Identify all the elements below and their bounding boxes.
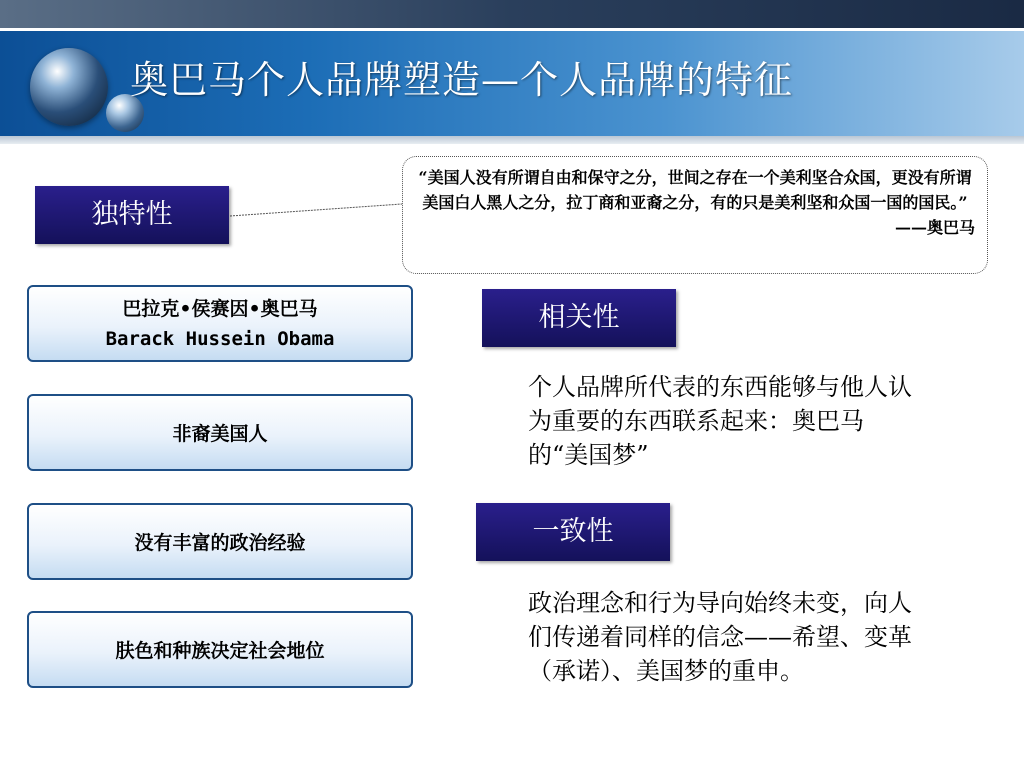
relevance-description: 个人品牌所代表的东西能够与他人认为重要的东西联系起来：奥巴马的“美国梦” xyxy=(528,373,912,469)
political-experience-box xyxy=(27,503,413,580)
african-american-box xyxy=(27,394,413,471)
header-shadow xyxy=(0,136,1024,144)
uniqueness-label: 独特性 xyxy=(35,186,229,244)
quote-attribution: ——奥巴马 xyxy=(894,218,975,237)
quote-text: “美国人没有所谓自由和保守之分，世间之存在一个美利坚合众国，更没有所谓美国白人黑人之分，拉丁商和亚裔之分，有的只是美利坚和众国一国的国民。” xyxy=(418,168,972,212)
skin-color-box xyxy=(27,611,413,688)
name-english: Barack Hussein Obama xyxy=(105,327,335,350)
african-american-label: 非裔美国人 xyxy=(172,423,268,445)
name-chinese: 巴拉克•侯赛因•奥巴马 xyxy=(122,297,318,320)
quote-callout xyxy=(402,156,988,274)
name-box xyxy=(27,285,413,362)
orb-large-icon xyxy=(30,48,108,126)
political-experience-label: 没有丰富的政治经验 xyxy=(134,532,306,554)
consistency-description: 政治理念和行为导向始终未变，向人们传递着同样的信念——希望、变革（承诺）、美国梦的重申。 xyxy=(528,589,912,685)
top-strip xyxy=(0,0,1024,28)
consistency-label: 一致性 xyxy=(476,503,670,561)
skin-color-label: 肤色和种族决定社会地位 xyxy=(115,640,325,662)
relevance-label: 相关性 xyxy=(482,289,676,347)
slide-title: 奥巴马个人品牌塑造—个人品牌的特征 xyxy=(130,58,794,102)
